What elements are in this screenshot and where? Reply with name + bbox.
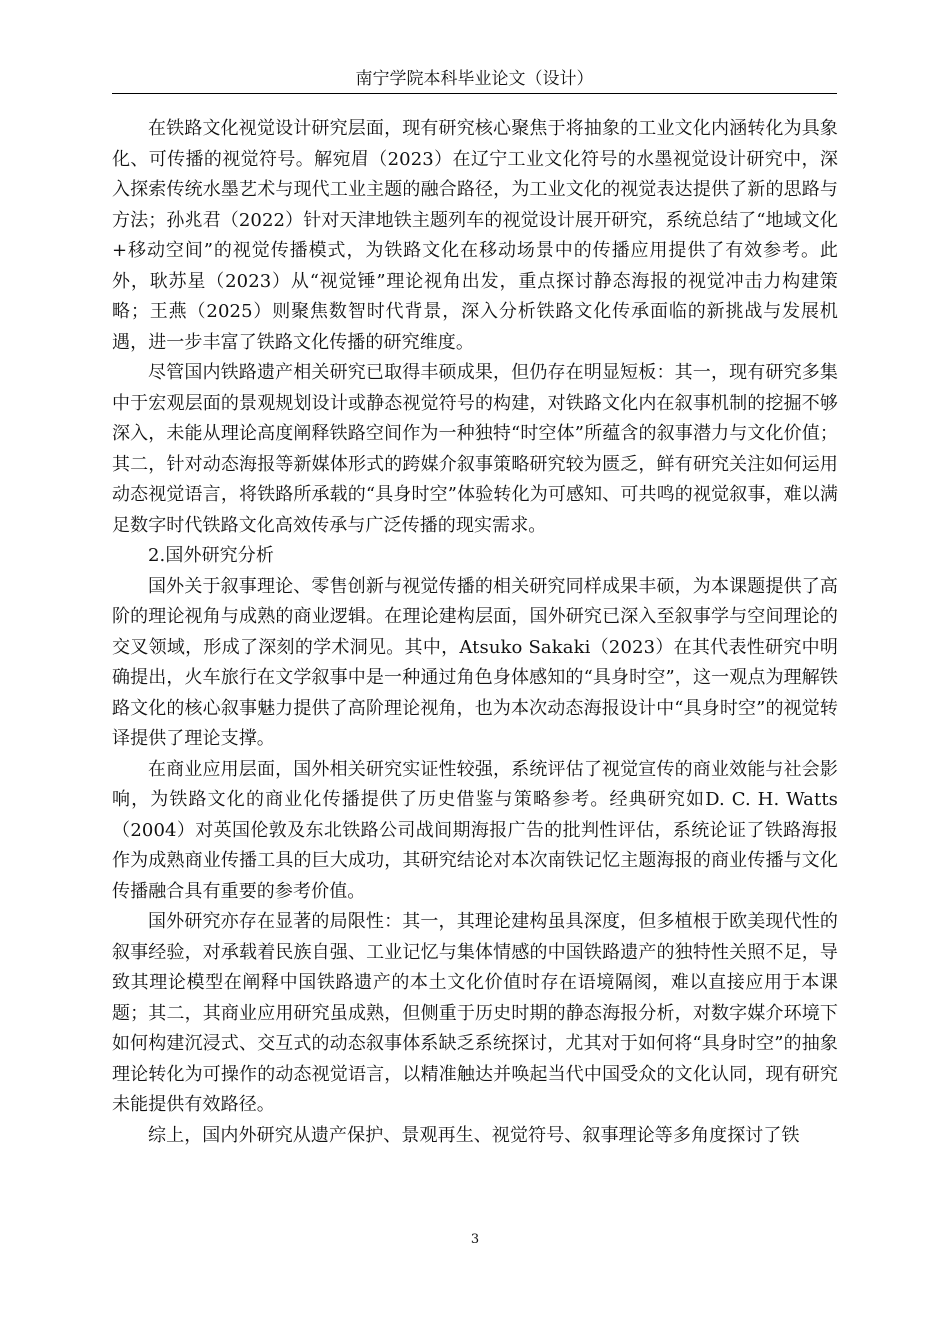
header-rule [112,93,837,94]
paragraph-summary: 综上，国内外研究从遗产保护、景观再生、视觉符号、叙事理论等多角度探讨了铁 [148,1124,800,1146]
paragraph-foreign-theory: 国外关于叙事理论、零售创新与视觉传播的相关研究同样成果丰硕，为本课题提供了高阶的理论视角与成熟的商业逻辑。在理论建构层面，国外研究已深入至叙事学与空间理论的交叉领域，形成了深刻的学术洞见。其中，Atsuko Sakaki（2023）在其代表性研究中明确提出，火车旅行在文学叙事中是一种通过角色身体感知的“具身时空”，这一观点为理解铁路文化的核心叙事魅力提供了高阶理论视角，也为本次动态海报设计中“具身时空”的视觉转译提供了理论支撑。 [112,575,838,749]
paragraph-domestic-shortcomings: 尽管国内铁路遗产相关研究已取得丰硕成果，但仍存在明显短板：其一，现有研究多集中于宏观层面的景观规划设计或静态视觉符号的构建，对铁路文化内在叙事机制的挖掘不够深入，未能从理论高度阐释铁路空间作为一种独特“时空体”所蕴含的叙事潜力与文化价值；其二，针对动态海报等新媒体形式的跨媒介叙事策略研究较为匮乏，鲜有研究关注如何运用动态视觉语言，将铁路所承载的“具身时空”体验转化为可感知、可共鸣的视觉叙事，难以满足数字时代铁路文化高效传承与广泛传播的现实需求。 [112,362,838,536]
page-header: 南宁学院本科毕业论文（设计） [355,69,594,89]
paragraph-foreign-commercial: 在商业应用层面，国外相关研究实证性较强，系统评估了视觉宣传的商业效能与社会影响，为铁路文化的商业化传播提供了历史借鉴与策略参考。经典研究如D. C. H. Watts（2004）对英国伦敦及东北铁路公司战间期海报广告的批判性评估，系统论证了铁路海报作为成熟商业传播工具的巨大成功，其研究结论对本次南铁记忆主题海报的商业传播与文化传播融合具有重要的参考价值。 [112,758,838,902]
page-number: 3 [470,1232,480,1247]
paragraph-foreign-limitations: 国外研究亦存在显著的局限性：其一，其理论建构虽具深度，但多植根于欧美现代性的叙事经验，对承载着民族自强、工业记忆与集体情感的中国铁路遗产的独特性关照不足，导致其理论模型在阐释中国铁路遗产的本土文化价值时存在语境隔阂，难以直接应用于本课题；其二，其商业应用研究虽成熟，但侧重于历史时期的静态海报分析，对数字媒介环境下如何构建沉浸式、交互式的动态叙事体系缺乏系统探讨，尤其对于如何将“具身时空”的抽象理论转化为可操作的动态视觉语言，以精准触达并唤起当代中国受众的文化认同，现有研究未能提供有效路径。 [112,911,838,1115]
body-text [112,114,838,1151]
paragraph-visual-design-research: 在铁路文化视觉设计研究层面，现有研究核心聚焦于将抽象的工业文化内涵转化为具象化、可传播的视觉符号。解宛眉（2023）在辽宁工业文化符号的水墨视觉设计研究中，深入探索传统水墨艺术与现代工业主题的融合路径，为工业文化的视觉表达提供了新的思路与方法；孙兆君（2022）针对天津地铁主题列车的视觉设计展开研究，系统总结了“地域文化+移动空间”的视觉传播模式，为铁路文化在移动场景中的传播应用提供了有效参考。此外，耿苏星（2023）从“视觉锤”理论视角出发，重点探讨静态海报的视觉冲击力构建策略；王燕（2025）则聚焦数智时代背景，深入分析铁路文化传承面临的新挑战与发展机遇，进一步丰富了铁路文化传播的研究维度。 [112,118,838,353]
section-heading-foreign-research: 2.国外研究分析 [148,545,274,566]
